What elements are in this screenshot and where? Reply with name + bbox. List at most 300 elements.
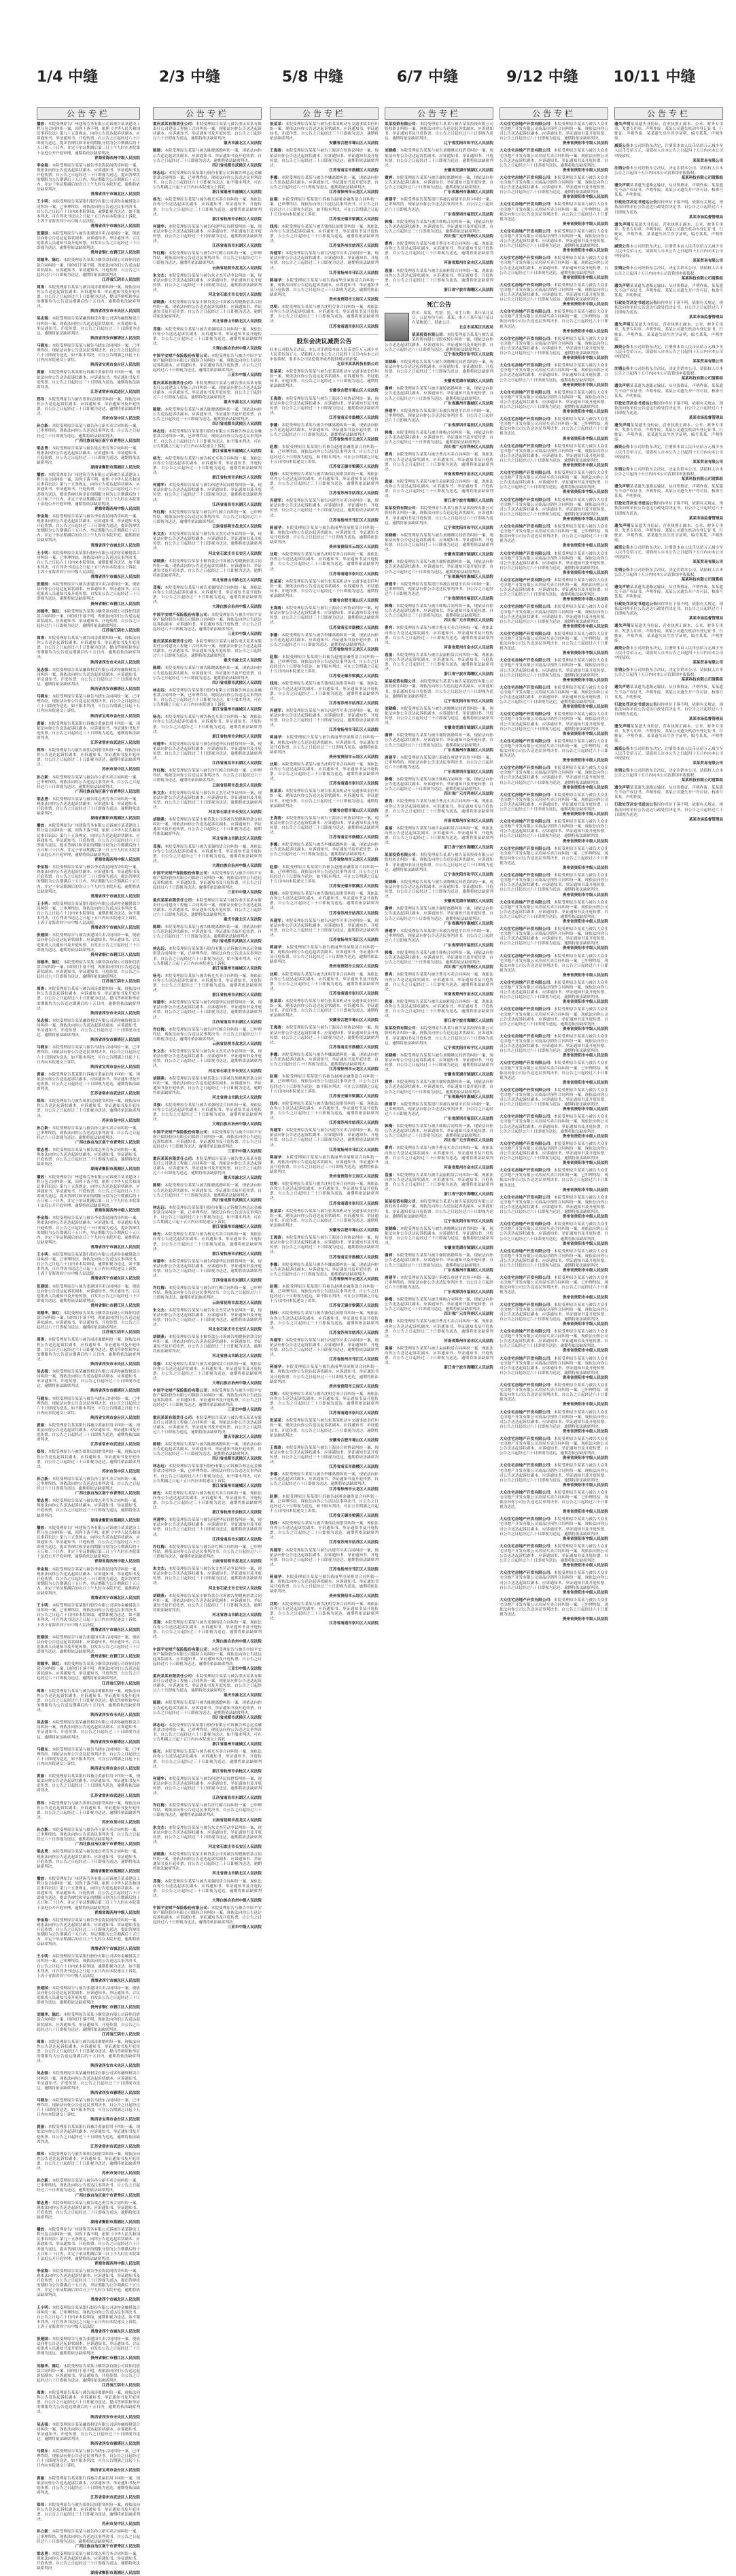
notice-title: 遗失声明	[614, 284, 630, 288]
notice-signature: 贵州省贵阳市中级人民法院	[562, 1429, 608, 1434]
notice-signature: 辽宁省沈阳市和平区人民法院	[444, 1046, 493, 1050]
notice-item	[500, 1384, 608, 1407]
notice-body: 本院受理原告某某与被告大众住宅房地产开发有限公司房屋买卖合同纠纷一案，已审理终结。现依法向你公司公告送达民事判决书。自公告之日起经过六十日即视为送达。	[500, 1276, 608, 1295]
notice-signature: 青海省西宁市城北区人民法院	[90, 1245, 140, 1250]
notice-signature: 广东省深圳市福田区人民法院	[444, 423, 493, 428]
notice-body: 本院受理原告某某与被告大众住宅房地产开发有限公司商品房销售合同纠纷一案，现依法向你公司公告送达起诉状副本、应诉通知书、举证通知书及开庭传票。自公告之日起经过六十日即视为送达，逾期将依法缺席判决。	[500, 175, 608, 195]
notice-body: 本院受理原告某某与被告李娜离婚纠纷一案，现依法向你公告送达起诉状副本、应诉通知书、举证通知书及开庭传票。自公告之日起经过六十日即视为送达，逾期将依法缺席判决。	[270, 1052, 379, 1067]
notice-item	[500, 1008, 608, 1031]
notice-item	[153, 274, 262, 298]
notice-title: 杨光：	[153, 1491, 165, 1496]
notice-title: 朱文杰：	[153, 791, 169, 795]
notice-body: 本院受理原告某某与被告重庆某某有限责任公司建设工程施工合同纠纷一案，现依法向你公告送达起诉状副本、应诉通知书、举证通知书及开庭传票。自公告之日起经过六十日即视为送达，逾期将依法缺席判决。	[153, 381, 262, 400]
notice-item	[153, 640, 262, 664]
notice-body: 本院受理原告某某与被告杨光买卖合同纠纷一案，现依法向你公告送达起诉状副本、应诉通知书、举证通知书、开庭传票。自公告之日起经过三十日即视为送达，逾期将依法缺席判决。	[153, 198, 262, 217]
notice-item	[385, 604, 493, 623]
notice-item	[385, 778, 493, 797]
notice-body: 本院受理原告某某与被告谢婷离婚纠纷一案，现依法向你公告送达起诉状副本、应诉通知书、举证通知书及开庭传票。自公告之日起经过六十日即视为送达，逾期将依法缺席判决。	[385, 387, 493, 401]
notice-signature: 湖南省衡阳市蒸湘区人民法院	[90, 1869, 140, 1874]
notice-signature: 浙江省温州市鹿城区人民法院	[212, 1483, 262, 1488]
notice-body: 本院受理原告某某与被告大众住宅房地产开发有限公司房屋买卖合同纠纷一案，已审理终结。现依法向你公司公告送达民事判决书。自公告之日起经过六十日即视为送达。	[500, 739, 608, 759]
notice-signature: 陕西省宝鸡市金台区人民法院	[90, 1065, 140, 1069]
notice-body: 本院受理原告某某与被告冯建军买卖合同纠纷一案，现依法向你公告送达起诉状副本、应诉通知书、举证通知书、开庭传票。自公告之日起经过三十日即视为送达，逾期将依法缺席判决。	[270, 252, 379, 271]
notice-signature: 贵州省贵阳市中级人民法院	[562, 195, 608, 200]
notice-body: 本院受理原告某某与被告大众住宅房地产开发有限公司房屋买卖合同纠纷一案，已审理终结。现依法向你公司公告送达民事判决书。自公告之日起经过六十日即视为送达。	[500, 1598, 608, 1617]
notice-item	[500, 230, 608, 254]
notice-title: 某某投资有限公司：	[385, 122, 420, 126]
notice-item	[37, 2423, 140, 2447]
notice-body: 本院受理原告某某银行诉被告黄丽信用卡纠纷一案，现依法向你公告送达起诉状副本、应诉通知书、举证通知书及开庭传票。自公告之日起经过三十日即视为送达，逾期将依法缺席判决。	[37, 721, 140, 740]
notice-item	[614, 468, 723, 482]
notice-body: 本院受理原告某某与被告何建华民间借贷纠纷一案，现依法向你公告送达起诉状副本、应诉通知书、举证通知书及开庭传票。自公告之日起经过三十日即视为送达，逾期将依法缺席判决。	[153, 483, 262, 502]
notice-body: 本公司经股东会决议，决定注销本公司，请债权人自本公告之日起四十五日内向本公司清算组申报债权。	[614, 166, 723, 175]
notice-body: 本院受理原告某某与被告大众住宅房地产开发有限公司商品房销售合同纠纷一案，现依法向你公司公告送达起诉状副本、应诉通知书、举证通知书及开庭传票。自公告之日起经过六十日即视为送达，逾期将依法缺席判决。	[500, 1141, 608, 1161]
notice-title: 中国平安财产保险股份有限公司：	[153, 1906, 211, 1911]
notice-item	[270, 1129, 379, 1152]
notice-item	[37, 987, 140, 1016]
notice-item	[37, 473, 140, 512]
notice-title: 大众住宅房地产开发有限公司：	[500, 874, 555, 878]
notice-item	[385, 480, 493, 504]
notice-signature: 湖南省衡阳市蒸湘区人民法院	[90, 2571, 140, 2576]
notice-signature: 贵州省贵阳市中级人民法院	[562, 651, 608, 656]
notice-signature: 某某贸易有限公司	[693, 661, 723, 666]
notice-signature: 江苏省徐州市云龙区人民法院	[329, 438, 379, 443]
notice-item	[153, 689, 262, 712]
notice-item	[153, 1594, 262, 1618]
notice-title: 中国平安财产保险股份有限公司：	[153, 872, 211, 876]
notice-title: 杨光：	[153, 456, 165, 461]
notice-body: 本院受理原告与被告张建国买卖合同纠纷一案，现依法向你公告送达起诉状副本、应诉通知书、举证通知书、合议庭组成人员通知书及开庭传票。自发出公告之日起经过三十日即视为送达，逾期将依法缺席判决。	[37, 1635, 140, 1654]
notice-item	[385, 360, 493, 384]
notice-signature: 贵州省贵阳市中级人民法院	[562, 1456, 608, 1461]
notice-item	[153, 1648, 262, 1672]
notice-title: 蒋丽华：	[270, 526, 286, 530]
notice-body: 本院受理原告某某与被告李娜离婚纠纷一案，现依法向你公告送达起诉状副本、应诉通知书、举证通知书及开庭传票。自公告之日起经过六十日即视为送达，逾期将依法缺席判决。	[270, 633, 379, 647]
notice-signature: 某某科技有限公司清算组	[681, 175, 723, 180]
notice-item	[270, 655, 379, 679]
notice-body: 本院受理原告某某与被告刘晓峰民间借贷纠纷一案，现依法向你公告送达起诉状副本、应诉通知书、举证通知书、开庭传票。自公告之日起经过三十日即视为送达，逾期将依法缺席判决。	[385, 706, 493, 726]
column-header: 5/8 中缝	[281, 69, 344, 86]
notice-item	[37, 1499, 140, 1523]
notice-body: 本院受理原告某某银行诉被告唐建平信用卡纠纷一案，已审理终结。现依法向你公告送达民事判决书。自公告之日起经过六十日即视为送达。	[385, 755, 493, 770]
notice-body: 本院受理原告某某与被告梁志勇劳务合同纠纷一案，现依法向你公告送达起诉状副本、应诉通知书、举证通知书、开庭传票。自公告之日起经过三十日即视为送达，逾期将依法缺席判决。	[37, 1148, 140, 1167]
notice-item	[153, 666, 262, 685]
notice-item	[37, 933, 140, 957]
notice-title: 刘晓峰：	[385, 880, 400, 885]
notice-title: 何建华：	[153, 742, 169, 746]
notice-item	[153, 511, 262, 530]
notice-title: 谢婷：	[385, 175, 397, 180]
notice-signature: 某某贸易有限公司	[693, 560, 723, 565]
notice-item	[500, 1115, 608, 1139]
notice-title: 李娜：	[270, 175, 282, 180]
notice-item	[153, 1206, 262, 1230]
notice-title: 曹亮：	[385, 626, 397, 631]
notice-signature: 河南省郑州市金水区人民法院	[444, 645, 493, 650]
notice-body: 本院受理原告某某与被告马晓东合同纠纷一案，已审理终结。现依法向你公告送达民事判决书。自公告之日起经过六十日即视为送达。如不服本判决，可在公告期满之日起十五日内向本院递交上诉状。	[37, 343, 140, 363]
notice-item	[37, 1285, 140, 1309]
notice-body: 本院受理原告某某与被告大众住宅房地产开发有限公司房屋买卖合同纠纷一案，已审理终结。现依法向你公司公告送达民事判决书。自公告之日起经过六十日即视为送达。	[500, 1384, 608, 1403]
notice-signature: 贵州省贵阳市中级人民法院	[562, 624, 608, 629]
notice-body: 本院受理原告某某与被告钱伟民间借贷纠纷一案，现依法向你公告送达起诉状副本、应诉通知书、举证通知书及开庭传票。自公告之日起经过三十日即视为送达，逾期将依法缺席判决。	[270, 1522, 379, 1541]
notice-body: 本院受理原告某某与被告马晓东合同纠纷一案，已审理终结。现依法向你公告送达民事判决书。自公告之日起经过六十日即视为送达。如不服本判决，可在公告期满之日起十五日内向本院递交上诉状。	[37, 2098, 140, 2118]
notice-signature: 浙江省宁波市海曙区人民法院	[444, 288, 493, 292]
notice-signature: 浙江省宁波市海曙区人民法院	[444, 846, 493, 851]
notice-body: 本院受理原告某某与被告某某投资有限公司股权转让纠纷一案，现依法向你公告送达起诉状副本、应诉通知书、举证通知书及开庭传票。自公告之日起经过六十日即视为送达，逾期将依法缺席判决。	[385, 680, 493, 699]
notice-item	[153, 225, 262, 249]
notice-signature: 江苏省南通市崇川区人民法院	[329, 1411, 379, 1416]
notice-title: 重庆某某有限责任公司：	[153, 1675, 196, 1679]
notice-item	[614, 284, 723, 298]
notice-signature: 贵州省贵阳市中级人民法院	[562, 1241, 608, 1246]
notice-item	[385, 626, 493, 650]
notice-body: 本院受理原告某某融资租赁有限公司诉你融资租赁合同纠纷一案，现依法向你公告送达起诉状副本、应诉通知书、举证通知书、开庭传票。自公告之日起经过三十日即视为送达，逾期将依法缺席判决。	[37, 317, 140, 336]
notice-title: 大众住宅房地产开发有限公司：	[500, 1598, 555, 1602]
notice-title: 郑伟：	[37, 2152, 48, 2157]
notice-signature: 江苏省徐州市云龙区人民法院	[329, 647, 379, 652]
notice-title: 许红梅：	[153, 769, 169, 774]
notice-body: 本院受理原告某某与被告邓强租赁合同纠纷一案，现依法向你公告送达起诉状副本、应诉通知书、举证通知书及开庭传票。自公告之日起经过三十日即视为送达，逾期将依法缺席判决。	[153, 327, 262, 346]
notice-title: 马晓东：	[37, 343, 52, 348]
notice-item	[385, 560, 493, 579]
notice-title: 黄丽：	[37, 1072, 48, 1077]
notice-item	[153, 586, 262, 610]
notice-title: 冯建军：	[270, 1548, 285, 1553]
notice-column	[37, 107, 140, 2576]
notice-title: 许红梅：	[153, 252, 169, 256]
notice-body: 本院受理原告某某小额贷款公司诉被告胡晓燕借款合同纠纷一案，现依法向你公告送达起诉状副本、应诉通知书、举证通知书及开庭传票。自公告之日起经过三十日即视为送达，逾期将依法缺席判决。	[153, 1594, 262, 1613]
notice-item	[500, 149, 608, 173]
notice-signature: 江西省南昌市东湖区人民法院	[212, 1020, 262, 1025]
notice-title: 大众住宅房地产开发有限公司：	[500, 203, 555, 207]
notice-body: 本院受理原告某某与被告梁志勇劳务合同纠纷一案，现依法向你公告送达起诉状副本、应诉通知书、举证通知书、开庭传票。自公告之日起经过三十日即视为送达，逾期将依法缺席判决。	[37, 446, 140, 465]
notice-title: 王小明：	[37, 2305, 52, 2310]
notice-title: 大众住宅房地产开发有限公司：	[500, 390, 555, 395]
notice-item	[37, 317, 140, 341]
notice-item	[614, 167, 723, 181]
notice-body: 本院受理原告某某与被告何建华民间借贷纠纷一案，现依法向你公告送达起诉状副本、应诉通知书、举证通知书及开庭传票。自公告之日起经过三十日即视为送达，逾期将依法缺席判决。	[153, 1518, 262, 1537]
notice-body: 本院受理原告某某银行诉被告赵刚金融借款合同纠纷一案，已审理终结。现依法向你公告送达民事判决书。自公告之日起经过六十日即视为送达，如不服本判决，可在公告期满之日起十五日内向本院递交上诉状。	[270, 655, 379, 674]
notice-item	[270, 1549, 379, 1573]
notice-title: 曹亮：	[385, 1146, 397, 1151]
notice-title: 钱伟：	[270, 1522, 282, 1526]
notice-signature: 贵州省贵阳市中级人民法院	[562, 303, 608, 307]
notice-title: 大众住宅房地产开发有限公司：	[500, 927, 555, 932]
notice-item	[500, 122, 608, 146]
notice-body: 本院受理原告某某与被告大众住宅房地产开发有限公司商品房预售合同纠纷一案，现依法向你公司公告送达起诉状副本、应诉通知书、举证通知书及开庭传票。自公告之日起经过六十日即视为送达，逾期将依法缺席判决。	[500, 229, 608, 249]
notice-item	[37, 1526, 140, 1565]
notice-column	[153, 107, 262, 1930]
notice-title: 减资公告	[614, 646, 630, 651]
notice-item	[37, 2306, 140, 2335]
notice-title: 钱伟：	[270, 682, 282, 687]
notice-body: 本院受理原告某某与被告大众住宅房地产开发有限公司商品房销售合同纠纷一案，现依法向你公司公告送达起诉状副本、应诉通知书、举证通知书及开庭传票。自公告之日起经过六十日即视为送达，逾期将依法缺席判决。	[500, 1464, 608, 1483]
notice-signature: 青海省西宁市城东区人民法院	[90, 926, 140, 931]
notice-item	[270, 252, 379, 275]
notice-item	[614, 769, 723, 783]
notice-item	[37, 2503, 140, 2527]
notice-body: 本院受理原告某某与被告冯建军买卖合同纠纷一案，现依法向你公告送达起诉状副本、应诉通知书、举证通知书、开庭传票。自公告之日起经过三十日即视为送达，逾期将依法缺席判决。	[270, 708, 379, 728]
notice-title: 沈明：	[270, 972, 282, 977]
notice-item	[385, 1146, 493, 1170]
notice-item	[37, 776, 140, 795]
notice-body: 本院受理原告某某与被告冯建军买卖合同纠纷一案，现依法向你公告送达起诉状副本、应诉通知书、举证通知书、开庭传票。自公告之日起经过三十日即视为送达，逾期将依法缺席判决。	[270, 1338, 379, 1358]
notice-signature: 青海省西宁市城东区人民法院	[90, 575, 140, 580]
notice-item	[153, 560, 262, 583]
notice-title: 张某某：	[270, 999, 285, 1003]
notice-title: 某某投资有限公司：	[385, 1200, 420, 1205]
notice-item	[500, 525, 608, 549]
notice-item	[500, 955, 608, 978]
notice-body: 本院受理原告某某与被告王海涛合伙协议纠纷一案，现依法向你公告送达起诉状副本、应诉通知书、举证通知书及开庭传票。自公告之日起经过三十日即视为送达，逾期将依法缺席判决。	[270, 1236, 379, 1255]
notice-title: 唐建平：	[385, 582, 400, 587]
notice-title: 行政处罚决定书送达公告	[614, 301, 657, 305]
notice-signature: 某某贸易有限公司	[693, 360, 723, 364]
notice-item	[270, 424, 379, 443]
notice-signature: 贵州省贵阳市中级人民法院	[562, 1054, 608, 1059]
notice-item	[500, 1142, 608, 1166]
notice-title: 袁丽：	[385, 1173, 397, 1178]
notice-title: 王海涛：	[270, 606, 285, 611]
notice-item	[37, 1604, 140, 1633]
notice-body: 本院受理原告某某与被告刘晓峰民间借贷纠纷一案，现依法向你公告送达起诉状副本、应诉通知书、举证通知书、开庭传票。自公告之日起经过三十日即视为送达，逾期将依法缺席判决。	[385, 149, 493, 168]
notice-signature: 江苏省扬州市邗江区人民法院	[329, 518, 379, 523]
notice-signature: 江西省南昌市东湖区人民法院	[212, 244, 262, 249]
notice-title: 许红梅：	[153, 1027, 169, 1032]
notice-body: 本院受理原告某某与被告马晓东合同纠纷一案，已审理终结。现依法向你公告送达民事判决书。自公告之日起经过六十日即视为送达。如不服本判决，可在公告期满之日起十五日内向本院递交上诉状。	[37, 695, 140, 714]
notice-signature: 广西壮族自治区南宁市青秀区人民法院	[75, 1842, 140, 1847]
notice-title: 吴志强：	[37, 1018, 52, 1023]
notice-signature: 浙江省宁波市海曙区人民法院	[444, 672, 493, 677]
notice-signature: 陕西省西安市雁塔区人民法院	[90, 1389, 140, 1394]
notice-body: 本院受理原告某某与被告重庆某某有限责任公司建设工程施工合同纠纷一案，现依法向你公告送达起诉状副本、应诉通知书、举证通知书及开庭传票。自公告之日起经过六十日即视为送达，逾期将依法缺席判决。	[153, 1415, 262, 1435]
notice-body: 本院受理原告某某银行股份有限公司诉被告林志远金融借款合同纠纷一案，已审理终结。现依法向你公告送达民事判决书。自公告之日起经过六十日即视为送达，如不服本判决，可在公告期满之日起十五日内向本院递交上诉状。	[153, 1464, 262, 1483]
notice-body: 本院受理原告某某与被告大众住宅房地产开发有限公司房屋买卖合同纠纷一案，已审理终结。现依法向你公司公告送达民事判决书。自公告之日起经过六十日即视为送达。	[500, 310, 608, 329]
notice-item	[385, 409, 493, 428]
notice-title: 林志远：	[153, 1464, 169, 1469]
notice-item	[270, 1602, 379, 1626]
notice-signature: 陕西省西安市未央区人民法院	[90, 660, 140, 665]
notice-item	[385, 534, 493, 557]
notice-body: 本公司经股东决定，注册资本由人民币伍佰万元减少至人民币壹佰万元，请债权人自本公告之日起四十五日内向本公司申报债权。	[614, 245, 723, 259]
notice-signature: 广东省惠州市惠城区人民法院	[444, 1095, 493, 1099]
notice-item	[153, 408, 262, 427]
notice-body: 本院受理原告某某与被告何建华民间借贷纠纷一案，现依法向你公告送达起诉状副本、应诉通知书、举证通知书及开庭传票。自公告之日起经过三十日即视为送达，逾期将依法缺席判决。	[153, 1001, 262, 1020]
notice-signature: 江苏省常州市武进区人民法院	[90, 1092, 140, 1097]
notice-item	[153, 1906, 262, 1930]
notice-title: 播放：	[37, 1876, 48, 1881]
notice-item	[385, 707, 493, 731]
notice-item	[270, 176, 379, 195]
notice-item	[270, 445, 379, 469]
notice-title: 张某某：	[270, 370, 285, 375]
notice-title: 大众住宅房地产开发有限公司：	[500, 175, 555, 180]
notice-signature: 陕西省西安市未央区人民法院	[90, 2064, 140, 2069]
notice-body: 本院受理原告某某与被告谢婷离婚纠纷一案，现依法向你公告送达起诉状副本、应诉通知书、举证通知书及开庭传票。自公告之日起经过六十日即视为送达，逾期将依法缺席判决。	[385, 560, 493, 574]
notice-signature: 四川省成都市武侯区人民法院	[212, 1198, 262, 1203]
notice-title: 冯建军：	[270, 1338, 285, 1343]
notice-item	[153, 613, 262, 637]
notice-title: 黄丽：	[37, 371, 48, 375]
notice-signature: 广东省深圳市福田区人民法院	[444, 1290, 493, 1294]
notice-signature: 四川省成都市武侯区人民法院	[212, 422, 262, 427]
notice-signature: 河北省石家庄市长安区人民法院	[208, 293, 262, 297]
notice-title: 马晓东：	[37, 1046, 52, 1050]
notice-signature: 浙江省温州市鹿城区人民法院	[212, 1742, 262, 1747]
notice-body: 本院受理原告某某与被告韩梅合同纠纷一案，现依法向你公告送达起诉状副本、应诉通知书、举证通知书及开庭传票。自公告之日起经过三十日即视为送达，逾期将依法缺席判决。	[385, 220, 493, 234]
notice-title: 吴志强：	[37, 2422, 52, 2427]
notice-signature: 云南省昆明市盘龙区人民法院	[212, 266, 262, 271]
notice-item	[385, 149, 493, 173]
notice-item	[153, 1335, 262, 1359]
notice-body: 本院受理原告某某小额贷款公司诉被告胡晓燕借款合同纠纷一案，现依法向你公告送达起诉状副本、应诉通知书、举证通知书及开庭传票。自公告之日起经过三十日即视为送达，逾期将依法缺席判决。	[153, 1076, 262, 1095]
notice-body: 某某遗失身份证、营业执照正副本、公章、财务专用章、发票专用章，声明作废。某某公司遗失机动车登记证书、行驶证，声明作废。某某遗失出生医学证明，编号某某，声明作废。	[614, 424, 723, 443]
notice-title: 某某投资有限公司：	[412, 333, 447, 338]
notice-body: 本院受理原告某某与被告大众住宅房地产开发有限公司房屋买卖合同纠纷一案，已审理终结。现依法向你公司公告送达民事判决书。自公告之日起经过六十日即视为送达。	[500, 1169, 608, 1188]
notice-title: 中国平安财产保险股份有限公司：	[153, 354, 211, 359]
notice-item	[614, 384, 723, 398]
notice-body: 本院受理原告某某与被告邓强租赁合同纠纷一案，现依法向你公告送达起诉状副本、应诉通知书、举证通知书及开庭传票。自公告之日起经过三十日即视为送达，逾期将依法缺席判决。	[153, 586, 262, 605]
notice-item	[270, 1026, 379, 1050]
notice-signature: 苏州市吴中区人民法院	[102, 1118, 140, 1123]
notice-signature: 江苏省南通市崇川区人民法院	[329, 572, 379, 577]
notice-item	[153, 1103, 262, 1127]
notice-body: 本院受理原告某某与被告谢婷离婚纠纷一案，现依法向你公告送达起诉状副本、应诉通知书、举证通知书及开庭传票。自公告之日起经过六十日即视为送达，逾期将依法缺席判决。	[385, 175, 493, 190]
notice-signature: 陕西省西安市未央区人民法院	[90, 1713, 140, 1718]
notice-item	[385, 176, 493, 195]
notice-body: 本院受理原告某某与被告大众住宅房地产开发有限公司商品房销售合同纠纷一案，现依法向你公司公告送达起诉状副本、应诉通知书、举证通知书及开庭传票。自公告之日起经过六十日即视为送达，逾期将依法缺席判决。	[500, 1249, 608, 1268]
notice-signature: 陕西省西安市雁塔区人民法院	[90, 687, 140, 692]
notice-title: 张建国：	[37, 933, 52, 938]
notice-body: 本院受理原告某某与被告谢婷离婚纠纷一案，现依法向你公告送达起诉状副本、应诉通知书、举证通知书及开庭传票。自公告之日起经过六十日即视为送达，逾期将依法缺席判决。	[385, 1254, 493, 1268]
notice-item	[385, 1080, 493, 1099]
notice-item	[270, 606, 379, 630]
notice-signature: 三亚市中级人民法院	[227, 1666, 262, 1671]
notice-title: 注销公告	[614, 668, 630, 673]
notice-signature: 贵州省贵阳市中级人民法院	[562, 490, 608, 495]
notice-signature: 江西省南昌市东湖区人民法院	[212, 1279, 262, 1284]
notice-body: 本院受理原告某某与被告杨光买卖合同纠纷一案，现依法向你公告送达起诉状副本、应诉通知书、举证通知书、开庭传票。自公告之日起经过三十日即视为送达，逾期将依法缺席判决。	[153, 715, 262, 734]
notice-item	[614, 747, 723, 766]
notice-item	[37, 1636, 140, 1660]
notice-signature: 河北省唐山市路北区人民法院	[212, 837, 262, 842]
notice-title: 李娜：	[270, 843, 282, 848]
notice-body: 本院受理原告某某与被告曹亮买卖合同纠纷一案，现依法向你公告送达起诉状副本、应诉通知书、举证通知书及开庭传票。自公告之日起经过三十日即视为送达，逾期将依法缺席判决。	[385, 1146, 493, 1165]
notice-signature: 贵州省贵阳市中级人民法院	[562, 570, 608, 575]
notice-item	[153, 1804, 262, 1823]
notice-item	[385, 387, 493, 406]
notice-signature: 云南省昆明市盘龙区人民法院	[212, 1301, 262, 1305]
notice-item	[37, 2125, 140, 2149]
notice-title: 马晓东：	[37, 2098, 52, 2103]
notice-body: 本院受理原告某某与被告邓强租赁合同纠纷一案，现依法向你公告送达起诉状副本、应诉通知书、举证通知书及开庭传票。自公告之日起经过三十日即视为送达，逾期将依法缺席判决。	[153, 1879, 262, 1898]
notice-item	[614, 668, 723, 683]
notice-body: 本院受理原告广州建筑劳务有限公司诉被告某某建设工程分包合同纠纷一案，因你下落不明，依照《中华人民共和国民事诉讼法》第九十五条规定，向你公告送达起诉状副本、应诉通知书、举证通知书、开庭传票。自公告之日起经过六十日即视为送达。提出答辩状和举证的期限分别为公告期满后的十五日和三十日内，并定于举证期满后第三日上午九时在本院第十法庭公开开庭审理，逾期将依法缺席判决。	[37, 473, 140, 506]
notice-signature: 陕西省宝鸡市金台区人民法院	[90, 714, 140, 719]
notice-item	[385, 880, 493, 904]
notice-title: 谢婷：	[385, 560, 397, 565]
notice-signature: 云南省昆明市盘龙区人民法院	[212, 783, 262, 788]
notice-body: 本院受理原告某某与被告刘晓峰民间借贷纠纷一案，现依法向你公告送达起诉状副本、应诉通知书、举证通知书、开庭传票。自公告之日起经过三十日即视为送达，逾期将依法缺席判决。	[385, 360, 493, 379]
notice-signature: 青海省海西州中级人民法院	[94, 506, 140, 511]
notice-title: 重庆某某有限责任公司：	[153, 640, 196, 644]
notice-body: 本院受理原告某某与被告大众住宅房地产开发有限公司房屋买卖合同纠纷一案，已审理终结。现依法向你公司公告送达民事判决书。自公告之日起经过六十日即视为送达。	[500, 1490, 608, 1510]
notice-body: 本院受理原告某某小额贷款有限公司诉你们借款合同纠纷一案，因你们下落不明，现依法向你们公告送达起诉状副本、应诉通知书、举证通知书、开庭传票。自公告之日起经过六十日即视为送达，逾期将依法缺席判决。	[37, 609, 140, 628]
notice-body: 某某遗失身份证、营业执照正副本、公章、财务专用章、发票专用章，声明作废。某某公司遗失机动车登记证书、行驶证，声明作废。某某遗失出生医学证明，编号某某，声明作废。	[614, 725, 723, 744]
notice-body: 本院受理原告某某银行诉被告黄丽信用卡纠纷一案，现依法向你公告送达起诉状副本、应诉通知书、举证通知书及开庭传票。自公告之日起经过三十日即视为送达，逾期将依法缺席判决。	[37, 1423, 140, 1443]
notice-body: 本院受理原告某某与被告邓强租赁合同纠纷一案，现依法向你公告送达起诉状副本、应诉通知书、举证通知书及开庭传票。自公告之日起经过三十日即视为送达，逾期将依法缺席判决。	[153, 844, 262, 863]
notice-title: 李娜：	[270, 1473, 282, 1477]
notice-item	[500, 1330, 608, 1354]
notice-item	[270, 919, 379, 943]
notice-title: 王海涛：	[270, 1236, 285, 1241]
notice-title: 张某某：	[270, 579, 285, 584]
notice-body: 本院受理原告某某与被告陈晓离婚纠纷一案，现依法向你公告送达起诉状副本、应诉通知书、举证通知书及开庭传票。自公告之日起经过三十日即视为送达，逾期将依法缺席判决。	[153, 1442, 262, 1457]
notice-signature: 陕西省西安市雁塔区人民法院	[90, 336, 140, 341]
notice-signature: 河北省石家庄市长安区人民法院	[208, 1586, 262, 1591]
notice-signature: 广东省惠州市惠城区人民法院	[444, 401, 493, 406]
notice-body: 本院受理原告某某小额贷款公司诉被告胡晓燕借款合同纠纷一案，现依法向你公告送达起诉状副本、应诉通知书、举证通知书及开庭传票。自公告之日起经过三十日即视为送达，逾期将依法缺席判决。	[153, 1853, 262, 1872]
notice-body: 本院受理原告某某与被告孙立新买卖合同纠纷一案，已审理终结。现依法向你公告送达民事判决书。自公告之日起经过六十日即视为送达，逾期将依法缺席判决。	[37, 775, 140, 789]
notice-title: 钱伟：	[270, 892, 282, 897]
notice-item	[37, 695, 140, 719]
notice-signature: 安徽省芜湖市镜湖区人民法院	[444, 553, 493, 557]
notice-title: 刘晓峰：	[385, 533, 400, 538]
notice-body: 本院受理原告与被告中国平安财产保险股份有限公司保险合同纠纷一案，现依法向你公告送达起诉状副本、应诉通知书、举证通知书及开庭传票。自公告之日起经过六十日即视为送达，逾期将依法缺席判决。	[153, 613, 262, 632]
notice-item	[500, 1222, 608, 1246]
notice-signature: 江苏省南京市鼓楼区人民法院	[329, 836, 379, 840]
notice-signature: 云南省昆明市盘龙区人民法院	[212, 525, 262, 530]
notice-signature: 江苏省江阴市人民法院	[102, 980, 140, 984]
notice-title: 注销公告	[614, 768, 630, 773]
notice-body: 本院受理原告某某银行诉被告黄丽信用卡纠纷一案，现依法向你公告送达起诉状副本、应诉通知书、举证通知书及开庭传票。自公告之日起经过三十日即视为送达，逾期将依法缺席判决。	[37, 2125, 140, 2144]
section-body: 姓名：某某，性别：男，出生日期：某年某月某日，公民身份号码：某某。本人于某年某月某日在某地死亡，特此公告。	[412, 311, 493, 326]
notice-body: 本院受理原告广州建筑劳务有限公司诉被告某某建设工程分包合同纠纷一案，因你下落不明，依照《中华人民共和国民事诉讼法》第九十五条规定，向你公告送达起诉状副本、应诉通知书、举证通知书、开庭传票。自公告之日起经过六十日即视为送达。提出答辩状和举证的期限分别为公告期满后的十五日和三十日内，并定于举证期满后第三日上午九时在本院第十法庭公开开庭审理，逾期将依法缺席判决。	[37, 1175, 140, 1209]
notice-item	[500, 1491, 608, 1515]
notice-body: 本院受理原告某某与被告某某投资有限公司股权转让纠纷一案，现依法向你公告送达起诉状副本、应诉通知书、举证通知书及开庭传票。自公告之日起经过六十日即视为送达，逾期将依法缺席判决。	[385, 1027, 493, 1046]
notice-title: 某某投资有限公司：	[385, 506, 420, 511]
notice-title: 蒋丽华：	[270, 1575, 286, 1580]
notice-item	[37, 2450, 140, 2473]
notice-signature: 广东省惠州市惠城区人民法院	[444, 921, 493, 926]
notice-signature: 河南省郑州市金水区人民法院	[444, 819, 493, 823]
notice-title: 刘德华、陈红：	[37, 609, 64, 614]
notice-title: 曹亮：	[385, 800, 397, 804]
notice-body: 本院受理原告某某与被告何建华民间借贷纠纷一案，现依法向你公告送达起诉状副本、应诉通知书、举证通知书及开庭传票。自公告之日起经过三十日即视为送达，逾期将依法缺席判决。	[153, 1776, 262, 1796]
notice-body: 本院受理原告某某与被告朱文杰劳动争议纠纷一案，现依法向你公告送达起诉状副本、应诉通知书、举证通知书及开庭传票。自公告之日起经过三十日即视为送达，逾期将依法缺席判决。	[153, 273, 262, 292]
notice-item	[614, 223, 723, 242]
notice-title: 大众住宅房地产开发有限公司：	[500, 1384, 555, 1388]
notice-body: 本院受理原告某某与被告大众住宅房地产开发有限公司房屋买卖合同纠纷一案，现依法向你公司公告送达起诉状副本、应诉通知书、举证通知书及开庭传票。自公告之日起经过六十日即视为送达，逾期将依法缺席判决。	[500, 1008, 608, 1027]
notice-signature: 安徽省芜湖市镜湖区人民法院	[444, 168, 493, 173]
notice-signature: 三亚市中级人民法院	[227, 891, 262, 895]
notice-item	[153, 1416, 262, 1440]
notice-item	[500, 1411, 608, 1435]
notice-item	[270, 973, 379, 997]
notice-body: 本院受理原告某某与被告袁丽租赁合同纠纷一案，现依法向你公告送达起诉状副本、应诉通知书、举证通知书、开庭传票。自公告之日起经过三十日即视为送达，逾期将依法缺席判决。	[385, 269, 493, 288]
notice-body: 本院受理原告与被告张建国买卖合同纠纷一案，现依法向你公告送达起诉状副本、应诉通知书、举证通知书、合议庭组成人员通知书及开庭传票。自发出公告之日起经过三十日即视为送达，逾期将依法缺席判决。	[37, 933, 140, 952]
notice-body: 本院受理原告某某与被告蒋丽华房屋租赁合同纠纷一案，现依法向你公告送达起诉状副本、应诉通知书、举证通知书及开庭传票。自公告之日起经过三十日即视为送达，逾期将依法缺席判决。	[270, 1365, 379, 1384]
notice-item	[37, 122, 140, 161]
notice-body: 本院受理原告某某与被告大众住宅房地产开发有限公司房屋买卖合同纠纷一案，现依法向你公司公告送达起诉状副本、应诉通知书、举证通知书及开庭传票。自公告之日起经过六十日即视为送达，逾期将依法缺席判决。	[500, 1222, 608, 1241]
notice-title: 遗失声明	[614, 725, 631, 729]
notice-item	[270, 1102, 379, 1126]
notice-title: 中国平安财产保险股份有限公司：	[153, 1647, 211, 1652]
notice-signature: 江苏省徐州市云龙区人民法院	[329, 190, 379, 195]
notice-item	[153, 381, 262, 405]
notice-item	[37, 2365, 140, 2388]
